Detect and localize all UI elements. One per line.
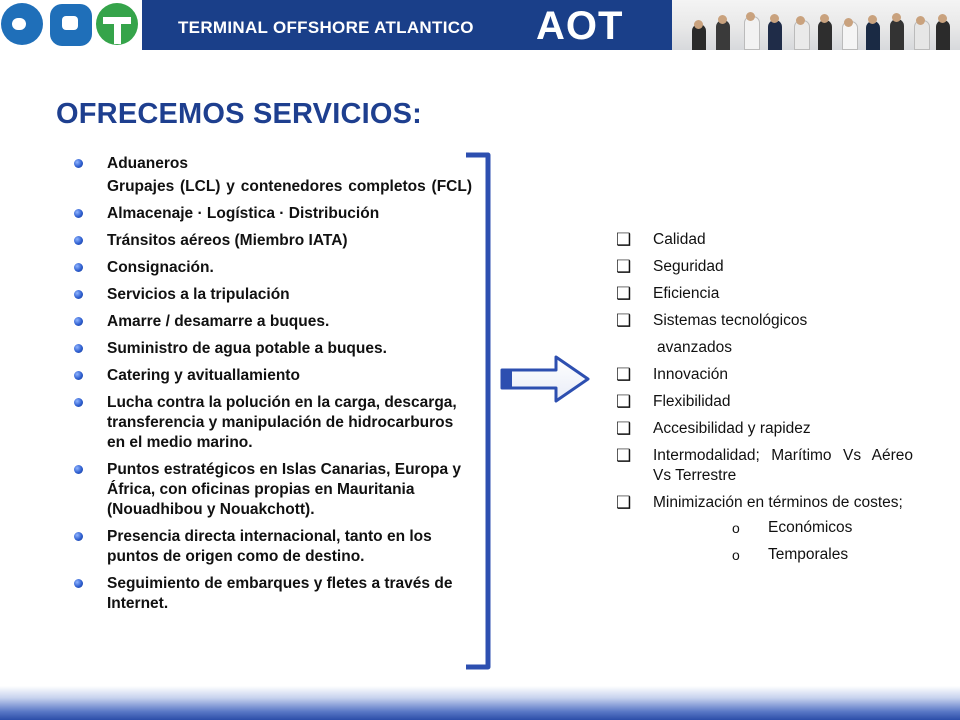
bullet-icon (74, 465, 83, 474)
bullet-icon (74, 579, 83, 588)
list-item: Presencia directa internacional, tanto en los puntos de origen como de destino. (74, 527, 472, 567)
bullet-icon (74, 371, 83, 380)
checkbox-bullet-icon: ❑ (616, 284, 632, 303)
circle-bullet-icon: o (732, 520, 740, 536)
bullet-icon (74, 236, 83, 245)
list-item: o Temporales (732, 546, 849, 563)
services-list (74, 154, 472, 621)
list-item: Aduaneros (74, 154, 472, 174)
bullet-icon (74, 290, 83, 299)
list-item: ❑ Sistemas tecnológicos (616, 311, 808, 330)
checkbox-bullet-icon: ❑ (616, 446, 632, 465)
checkbox-bullet-icon: ❑ (616, 365, 632, 384)
bracket-icon (462, 152, 502, 670)
list-item: ❑ Calidad (616, 230, 706, 249)
bullet-icon (74, 532, 83, 541)
list-item: Tránsitos aéreos (Miembro IATA) (74, 231, 472, 251)
list-item: Grupajes (LCL) y contenedores completos (FCL) (107, 178, 472, 195)
footer-band (0, 686, 960, 720)
list-item: Puntos estratégicos en Islas Canarias, Europa y África, con oficinas propias en Mauritania (Nouadhibou y Nouakchott). (74, 460, 472, 520)
checkbox-bullet-icon: ❑ (616, 257, 632, 276)
list-item: Consignación. (74, 258, 472, 278)
list-item: Catering y avituallamiento (74, 366, 472, 386)
checkbox-bullet-icon: ❑ (616, 419, 632, 438)
team-photo (672, 0, 960, 50)
bullet-icon (74, 159, 83, 168)
header-banner (142, 0, 672, 50)
list-item: o Económicos (732, 519, 853, 536)
list-item: Almacenaje · Logística · Distribución (74, 204, 472, 224)
checkbox-bullet-icon: ❑ (616, 392, 632, 411)
circle-bullet-icon: o (732, 547, 740, 563)
list-item: ❑ Flexibilidad (616, 392, 731, 411)
qot-logo (0, 0, 142, 50)
bullet-icon (74, 263, 83, 272)
list-item: ❑ Seguridad (616, 257, 724, 276)
list-item: ❑ Accesibilidad y rapidez (616, 419, 811, 438)
bullet-icon (74, 398, 83, 407)
checkbox-bullet-icon: ❑ (616, 311, 632, 330)
company-name: TERMINAL OFFSHORE ATLANTICO (178, 18, 474, 37)
list-item: ❑ Eficiencia (616, 284, 720, 303)
list-item: Amarre / desamarre a buques. (74, 312, 472, 332)
checkbox-bullet-icon: ❑ (616, 230, 632, 249)
list-item: ❑ Intermodalidad; Marítimo Vs Aéreo Vs Terrestre (616, 446, 913, 484)
list-item: ❑ Minimización en términos de costes; (616, 493, 903, 512)
qualities-list (616, 230, 913, 572)
company-acronym: AOT (536, 4, 624, 48)
right-arrow-icon (498, 354, 592, 404)
services-heading: OFRECEMOS SERVICIOS: (56, 98, 423, 130)
list-item: avanzados (657, 339, 732, 356)
list-item: Lucha contra la polución en la carga, descarga, transferencia y manipulación de hidrocarburos en el medio marino. (74, 393, 472, 453)
bullet-icon (74, 344, 83, 353)
list-item: Suministro de agua potable a buques. (74, 339, 472, 359)
bullet-icon (74, 317, 83, 326)
bullet-icon (74, 209, 83, 218)
list-item: ❑ Innovación (616, 365, 728, 384)
list-item: Seguimiento de embarques y fletes a través de Internet. (74, 574, 472, 614)
list-item: Servicios a la tripulación (74, 285, 472, 305)
checkbox-bullet-icon: ❑ (616, 493, 632, 512)
